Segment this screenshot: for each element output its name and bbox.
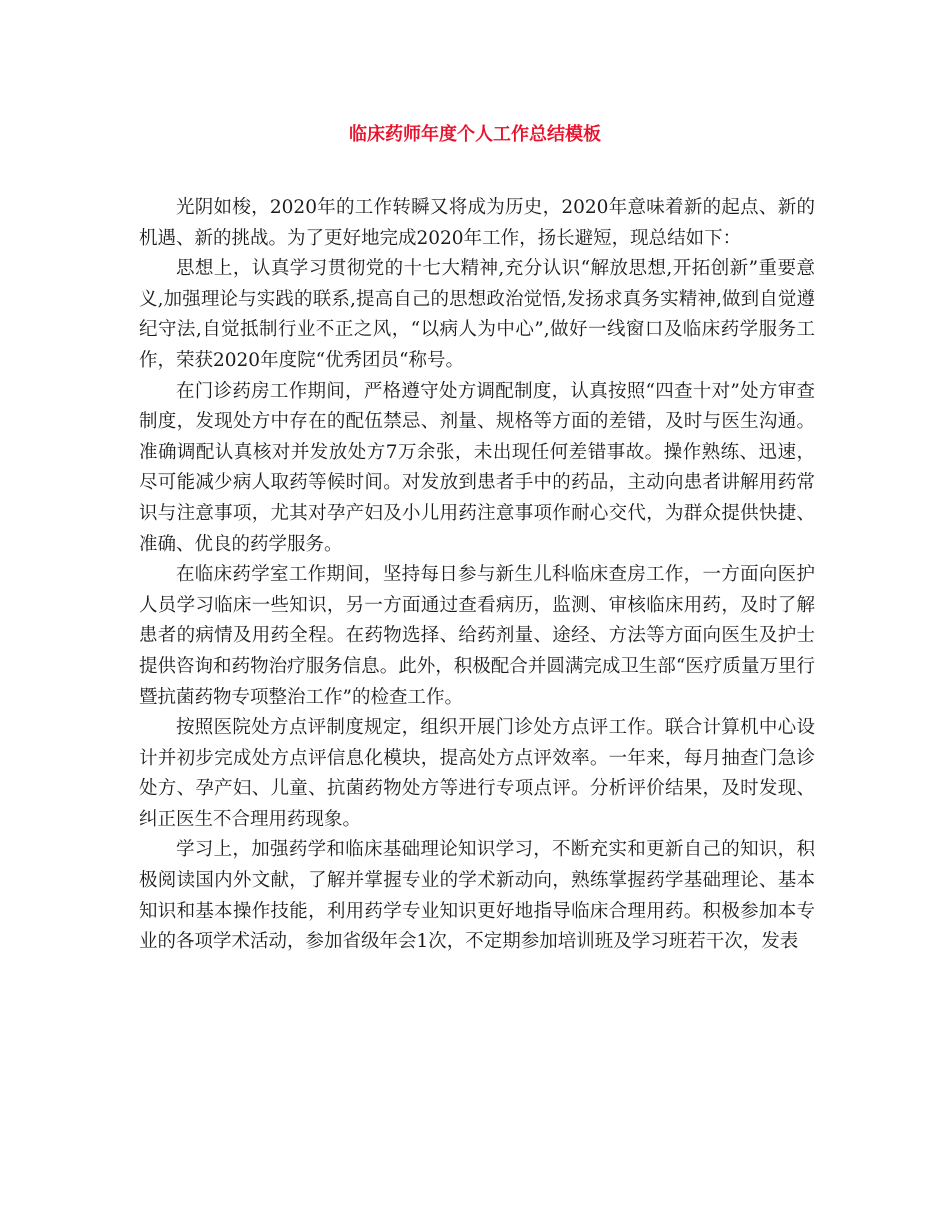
paragraph-prescription-review: 按照医院处方点评制度规定，组织开展门诊处方点评工作。联合计算机中心设计并初步完成处方点评信息化模块，提高处方点评效率。一年来，每月抽查门急诊处方、孕产妇、儿童、抗菌药物处方等进行专项点评。分析评价结果，及时发现、纠正医生不合理用药现象。 xyxy=(139,717,815,830)
document-title: 临床药师年度个人工作总结模板 xyxy=(349,124,601,145)
paragraph-study: 学习上，加强药学和临床基础理论知识学习，不断充实和更新自己的知识，积极阅读国内外文献，了解并掌握专业的学术新动向，熟练掌握药学基础理论、基本知识和基本操作技能，利用药学专业知识更好地指导临床合理用药。积极参加本专业的各项学术活动，参加省级年会1次，不定期参加培训班及学习班若干次，发表 xyxy=(139,839,815,953)
paragraph-intro: 光阴如梭，2020年的工作转瞬又将成为历史，2020年意味着新的起点、新的机遇、新的挑战。为了更好地完成2020年工作，扬长避短，现总结如下： xyxy=(139,197,815,249)
document-body xyxy=(139,193,815,958)
paragraph-thought: 思想上，认真学习贯彻党的十七大精神,充分认识“解放思想,开拓创新”重要意义,加强理论与实践的联系,提高自己的思想政治觉悟,发扬求真务实精神,做到自觉遵纪守法,自觉抵制行业不正之风，“以病人为中心”,做好一线窗口及临床药学服务工作，荣获2020年度院“优秀团员“称号。 xyxy=(139,258,815,371)
paragraph-clinical-pharmacy: 在临床药学室工作期间，坚持每日参与新生儿科临床查房工作，一方面向医护人员学习临床一些知识，另一方面通过查看病历，监测、审核临床用药，及时了解患者的病情及用药全程。在药物选择、给药剂量、途经、方法等方面向医生及护士提供咨询和药物治疗服务信息。此外，积极配合并圆满完成卫生部“医疗质量万里行暨抗菌药物专项整治工作”的检查工作。 xyxy=(139,564,815,708)
paragraph-outpatient-pharmacy: 在门诊药房工作期间，严格遵守处方调配制度，认真按照“四查十对”处方审查制度，发现处方中存在的配伍禁忌、剂量、规格等方面的差错，及时与医生沟通。准确调配认真核对并发放处方7万余张，未出现任何差错事故。操作熟练、迅速，尽可能减少病人取药等候时间。对发放到患者手中的药品，主动向患者讲解用药常识与注意事项，尤其对孕产妇及小儿用药注意事项作耐心交代，为群众提供快捷、准确、优良的药学服务。 xyxy=(139,380,815,555)
